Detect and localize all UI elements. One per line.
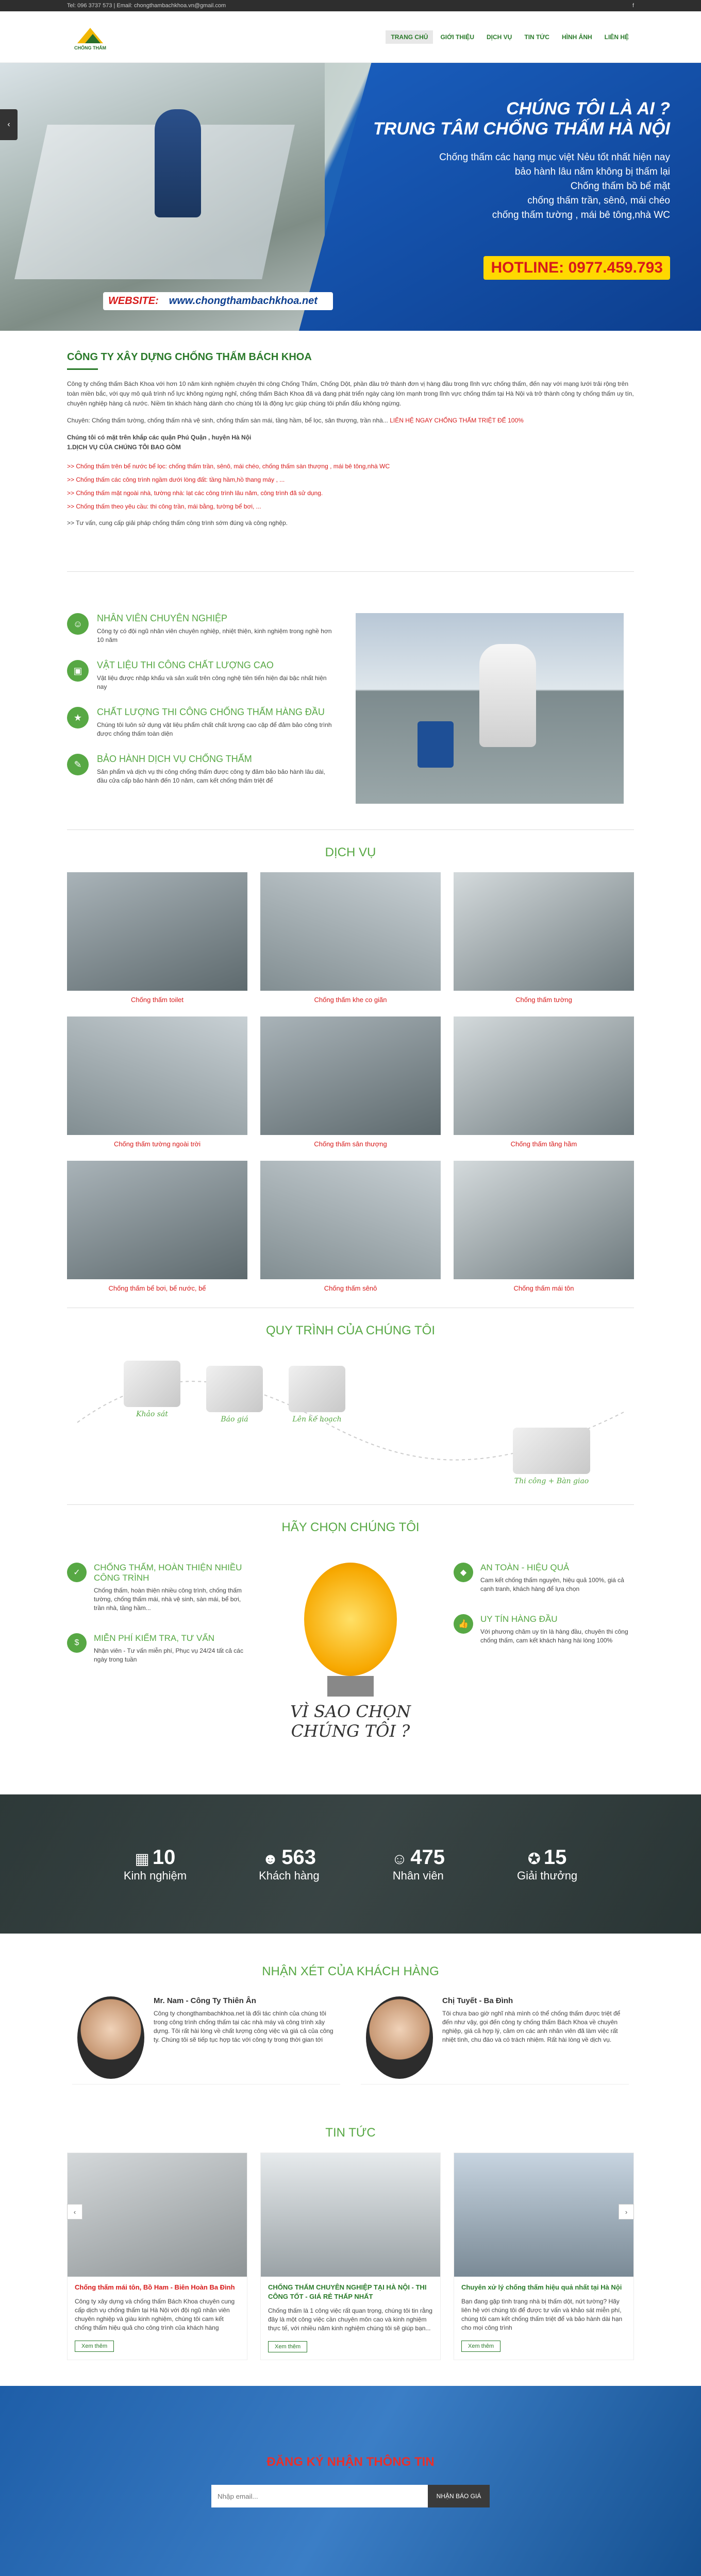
news-card[interactable]: CHỐNG THẤM CHUYÊN NGHIỆP TẠI HÀ NỘI - THI CÔNG TỐT - GIÁ RẺ THẤP NHẤT Chống thấm là 1 công việc rất quan trọng, chúng tôi tin rằng đây là một công việc cần chuyên môn cao và kinh nghiệm thực tế, với nhiều năm kinh nghiệm chúng tôi sẽ giúp bạn... Xem thêm <box>260 2153 441 2360</box>
list-item[interactable]: >> Chống thấm theo yêu cầu: thi công trần, mái bằng, tường bể bơi, ... <box>67 503 261 510</box>
intro-section <box>67 331 634 551</box>
why-item: $ MIỄN PHÍ KIỂM TRA, TƯ VẤN Nhận viên - Tư vấn miễn phí, Phục vụ 24/24 tất cả các ngày trong tuần <box>67 1633 247 1664</box>
star-icon: ★ <box>67 707 89 728</box>
why-section <box>67 1520 634 1794</box>
logo[interactable] <box>67 24 113 50</box>
process-step: Lên kế hoạch <box>278 1366 356 1423</box>
website-badge[interactable]: WEBSITE: www.chongthambachkhoa.net <box>103 292 333 310</box>
process-step: Khảo sát <box>113 1361 191 1418</box>
service-card[interactable]: Chống thấm tường <box>454 872 634 1004</box>
news-section <box>67 2100 634 2370</box>
worker-icon: ☺ <box>67 613 89 635</box>
stat-item: ☺ 475 Nhân viên <box>391 1845 445 1882</box>
services-list <box>67 460 634 513</box>
process-step: Báo giá <box>196 1366 273 1423</box>
list-item[interactable]: >> Chống thấm mặt ngoài nhà, tường nhà: lạt các công trình lâu năm, công trình đã sử dụng. <box>67 489 323 497</box>
check-icon: ✓ <box>67 1563 87 1582</box>
service-card[interactable]: Chống thấm mái tôn <box>454 1161 634 1292</box>
intro-paragraph: Công ty chống thấm Bách Khoa với hơn 10 năm kinh nghiệm chuyên thi công Chống Thấm, Chống Dột, phần đầu trở thành đơn vị hàng đầu trong lĩnh vực chống thấm, đến nay với mạng lưới trải rộng trên toàn miền bắc, với quy mô quả trình nổ lực không ngừng nghỉ, chống thấm Bách Khoa đã và đang phát triển ngày càng lớn mạnh trong lĩnh vực chống thấm tại Hà Nội và trở thành công ty chống thấm uy tín, chuyên nghiệp hàng cả nước. Niềm tin khách hàng dành cho chúng tôi là động lực giúp chúng tôi phấn đấu không ngừng. <box>67 380 634 407</box>
service-card[interactable]: Chống thấm toilet <box>67 872 247 1004</box>
why-slogan: VÌ SAO CHỌN CHÚNG TÔI ? <box>290 1702 411 1741</box>
nav-services[interactable]: DỊCH VỤ <box>487 33 512 41</box>
reviews-section <box>67 1934 634 2100</box>
read-more-button[interactable]: Xem thêm <box>268 2341 307 2352</box>
service-card[interactable]: Chống thấm tường ngoài trời <box>67 1016 247 1148</box>
list-item[interactable]: >> Chống thấm trên bể nước bể lọc: chống thấm trần, sênô, mái chéo, chống thấm sàn thượng , mái bê tông,nhà WC <box>67 463 390 470</box>
stat-item: ☻ 563 Khách hàng <box>259 1845 320 1882</box>
news-card[interactable]: Chuyên xử lý chống thấm hiệu quả nhất tại Hà Nội Bạn đang gặp tình trạng nhà bị thấm dột, nứt tường? Hãy liên hệ với chúng tôi để được tư vấn và khảo sát miễn phí, chúng tôi cam kết chống thấm triệt để và bảo hành dài hạn cho mọi công trình Xem thêm <box>454 2153 634 2360</box>
avatar <box>366 1996 433 2079</box>
news-card[interactable]: Chống thấm mái tôn, Bồ Ham - Biên Hoàn Ba Đình Công ty xây dựng và chống thấm Bách Khoa chuyên cung cấp dịch vụ chống thấm tại Hà Nội với đội ngũ nhân viên chuyên nghiệp và giàu kinh nghiệm, chúng tôi cam kết chống thấm hiệu quả cho công trình của khách hàng Xem thêm <box>67 2153 247 2360</box>
services-heading: Chúng tôi có mặt trên khắp các quận Phú Quận , huyện Hà Nội 1.DỊCH VỤ CỦA CHÚNG TÔI BAO GỒM <box>67 434 252 451</box>
lightbulb-icon <box>304 1563 397 1676</box>
why-item: ◆ AN TOÀN - HIỆU QUẢ Cam kết chống thấm nguyên, hiệu quả 100%, giá cả cạnh tranh, khách hàng để lựa chọn <box>454 1563 634 1594</box>
service-card[interactable]: Chống thấm bể bơi, bể nước, bể <box>67 1161 247 1292</box>
subscribe-section <box>0 2386 701 2576</box>
stat-item: ✪ 15 Giải thưởng <box>516 1845 578 1882</box>
cta-link[interactable]: LIÊN HỆ NGAY CHỐNG THẤM TRIỆT ĐỂ 100% <box>390 417 524 424</box>
process-section <box>67 1324 634 1505</box>
feature-item: ✎ BẢO HÀNH DỊCH VỤ CHỐNG THẤM Sản phẩm và dịch vụ thi công chống thấm được công ty đảm bảo bảo hành lâu dài, đầu cửa cấp bảo hành đến 10 năm, cam kết chống thấm triệt để <box>67 754 335 785</box>
why-item: ✓ CHỐNG THẤM, HOÀN THIỆN NHIỀU CÔNG TRÌNH Chống thấm, hoàn thiện nhiều công trình, chống thấm tường, chống thấm mái, nhà vệ sinh, sàn mái, bể bơi, trần nhà, tầng hầm... <box>67 1563 247 1613</box>
logo-text: CHỐNG THẤM <box>74 45 106 50</box>
hero-photo <box>0 63 325 331</box>
service-card[interactable]: Chống thấm tầng hầm <box>454 1016 634 1148</box>
subscribe-title: ĐĂNG KÝ NHẬN THÔNG TIN <box>266 2455 435 2469</box>
stats-section <box>0 1794 701 1934</box>
feature-item: ▣ VẬT LIỆU THI CÔNG CHẤT LƯỢNG CAO Vật liệu được nhập khẩu và sản xuất trên công nghệ tiên tiến hiện đại bậc nhất hiện nay <box>67 660 335 691</box>
intro-footer: >> Tư vấn, cung cấp giải pháp chống thấm công trình sớm đúng và công nghệp. <box>67 519 288 527</box>
why-item: 👍 UY TÍN HÀNG ĐẦU Với phương châm uy tín là hàng đầu, chuyên thi công chống thấm, cam kết khách hàng hài lòng 100% <box>454 1614 634 1645</box>
box-icon: ▣ <box>67 660 89 682</box>
logo-icon <box>72 24 108 45</box>
avatar <box>77 1996 144 2079</box>
shield-icon: ◆ <box>454 1563 473 1582</box>
hero-headline: CHÚNG TÔI LÀ AI ? TRUNG TÂM CHỐNG THẤM HÀ NỘI <box>373 99 670 139</box>
read-more-button[interactable]: Xem thêm <box>461 2341 500 2352</box>
feature-item: ☺ NHÂN VIÊN CHUYÊN NGHIỆP Công ty có đội ngũ nhân viên chuyên nghiệp, nhiệt thiện, kinh nghiệm trong nghề hơn 10 năm <box>67 613 335 645</box>
contact-info: Tel: 096 3737 573 | Email: chongthambachkhoa.vn@gmail.com <box>67 3 226 9</box>
why-title: HÃY CHỌN CHÚNG TÔI <box>281 1520 420 1534</box>
stat-item: ▦ 10 Kinh nghiệm <box>123 1845 187 1882</box>
subscribe-button[interactable]: NHẬN BÁO GIÁ <box>428 2485 490 2507</box>
nav-news[interactable]: TIN TỨC <box>524 33 549 41</box>
calendar-icon: ▦ <box>135 1850 149 1868</box>
nav-home[interactable]: TRANG CHỦ <box>386 30 433 44</box>
header <box>0 11 701 63</box>
chevron-left-icon[interactable]: ‹ <box>67 2204 82 2219</box>
process-title: QUY TRÌNH CỦA CHÚNG TÔI <box>265 1324 436 1337</box>
chevron-right-icon[interactable]: › <box>619 2204 634 2219</box>
features-section <box>67 592 634 824</box>
hotline-badge[interactable]: HOTLINE: 0977.459.793 <box>483 256 670 280</box>
thumbs-up-icon: 👍 <box>454 1614 473 1634</box>
nav-contact[interactable]: LIÊN HỆ <box>604 33 629 41</box>
money-icon: $ <box>67 1633 87 1653</box>
top-bar <box>0 0 701 11</box>
nav-gallery[interactable]: HÌNH ẢNH <box>561 33 592 41</box>
hero-banner <box>0 63 701 331</box>
wrench-icon: ✎ <box>67 754 89 775</box>
intro-specialties: Chuyên: Chống thấm tường, chống thấm nhà vệ sinh, chống thấm sàn mái, tầng hầm, bể lọc, sân thượng, trần nhà... LIÊN HỆ NGAY CHỐNG THẤM TRIỆT ĐỂ 100% <box>67 417 524 424</box>
hero-bullets: Chống thấm các hạng mục việt Nẻu tốt nhất hiện nay bảo hành lâu năm không bị thấm lại Chống thấm bồ bể mặt chống thấm trần, sênô, mái chéo chống thấm tường , mái bê tông,nhà WC <box>439 152 670 221</box>
award-icon: ✪ <box>527 1850 541 1868</box>
process-step: Thi công + Bàn giao <box>495 1428 608 1485</box>
email-field[interactable] <box>211 2485 428 2507</box>
reviews-title: NHẬN XÉT CỦA KHÁCH HÀNG <box>262 1964 439 1978</box>
team-icon: ☺ <box>391 1850 408 1868</box>
review-card: Mr. Nam - Công Ty Thiên Ân Công ty chongthambachkhoa.net là đối tác chính của chúng tôi trong công trình chống thấm tại các nhà máy và công trình xây dựng. Tôi rất hài lòng về chất lượng công việc và giá cả của công ty. Chúng tôi sẽ tiếp tục hợp tác với công ty trong thời gian tới <box>72 1991 340 2084</box>
facebook-icon[interactable]: f <box>632 3 634 9</box>
service-card[interactable]: Chống thấm khe co giãn <box>260 872 441 1004</box>
review-card: Chị Tuyết - Ba Đình Tôi chưa bao giờ nghĩ nhà mình có thể chống thấm được triệt để đến như vậy, gọi đến công ty chống thấm Bách Khoa về chuyên nghiệp, giá cả hợp lý, cảm ơn các anh nhân viên đã làm việc rất nhiệt tình, chu đáo và có trách nhiệm. Rất hài lòng về dịch vụ. <box>361 1991 629 2084</box>
news-title: TIN TỨC <box>325 2126 376 2140</box>
read-more-button[interactable]: Xem thêm <box>75 2341 114 2352</box>
main-nav <box>386 30 634 44</box>
service-card[interactable]: Chống thấm sân thượng <box>260 1016 441 1148</box>
service-card[interactable]: Chống thấm sênô <box>260 1161 441 1292</box>
features-photo <box>356 613 624 804</box>
side-toggle-icon[interactable]: ‹ <box>0 109 18 140</box>
why-illustration <box>263 1563 438 1779</box>
users-icon: ☻ <box>262 1850 279 1868</box>
intro-title: CÔNG TY XÂY DỰNG CHỐNG THẤM BÁCH KHOA <box>67 351 312 363</box>
services-section <box>67 845 634 1292</box>
services-title: DỊCH VỤ <box>325 845 376 859</box>
list-item[interactable]: >> Chống thấm các công trình ngầm dưới lòng đất: tầng hầm,hồ thang máy , ... <box>67 476 285 483</box>
feature-item: ★ CHẤT LƯỢNG THI CÔNG CHỐNG THẤM HÀNG ĐẦU Chúng tôi luôn sử dụng vật liệu phẩm chất chất lượng cao cặp để đảm bảo công trình được chống thấm toàn diện <box>67 707 335 738</box>
nav-about[interactable]: GIỚI THIỆU <box>440 33 475 41</box>
